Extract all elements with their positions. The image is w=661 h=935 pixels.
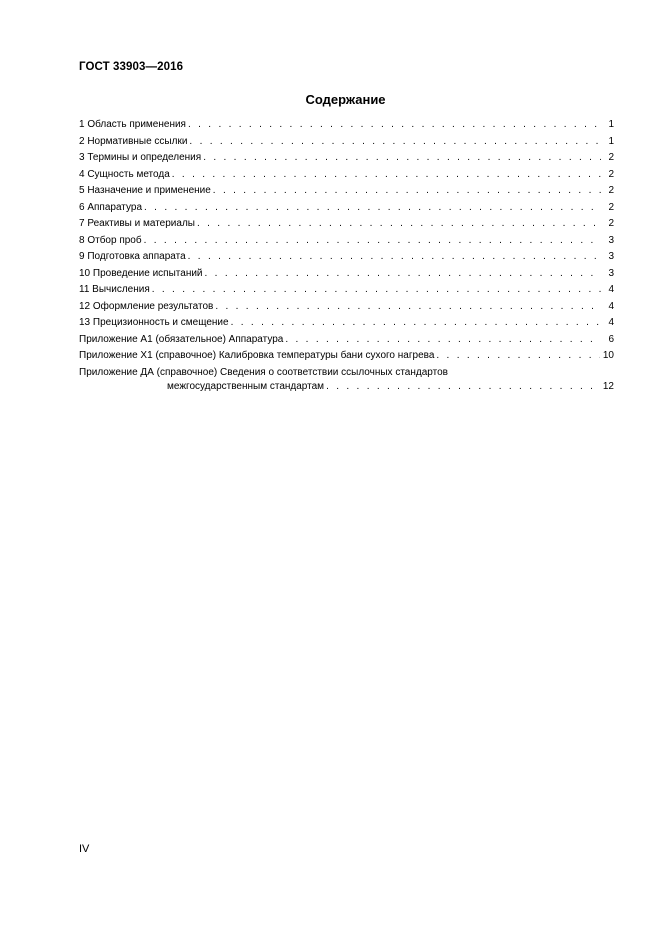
toc-entry[interactable] [79, 348, 614, 365]
toc-entry-multiline[interactable] [79, 365, 614, 379]
toc-leader-dots [172, 167, 601, 184]
toc-leader-dots [205, 266, 601, 283]
toc-entry-text: 6 Аппаратура [79, 201, 143, 213]
toc-entry[interactable] [79, 299, 614, 316]
toc-entry-text: 9 Подготовка аппарата [79, 251, 186, 262]
toc-entry-page: 2 [608, 201, 614, 213]
toc-entry-text: 7 Реактивы и материалы [79, 218, 195, 229]
toc-entry[interactable] [79, 282, 614, 299]
toc-title: Содержание [305, 92, 386, 107]
toc-entry-text: 2 Нормативные ссылки [79, 135, 188, 147]
toc-leader-dots [215, 299, 601, 316]
toc-entry-text-line1: Приложение ДА (справочное) Сведения о соответствии ссылочных стандартов [79, 366, 448, 378]
page-number: IV [79, 843, 90, 855]
toc-entry-page: 2 [608, 168, 614, 180]
document-header: ГОСТ 33903—2016 [79, 61, 184, 73]
toc-entry[interactable] [79, 266, 614, 283]
toc-entry-page: 2 [608, 152, 614, 163]
toc-entry-text: Приложение Х1 (справочное) Калибровка температуры бани сухого нагрева [79, 350, 435, 361]
toc-entry[interactable] [79, 315, 614, 332]
toc-entry-page: 1 [608, 135, 614, 147]
toc-leader-dots [285, 332, 601, 349]
toc-entry-page: 3 [608, 267, 614, 279]
toc-leader-dots [436, 348, 599, 365]
toc-entry-page: 4 [608, 284, 614, 295]
toc-entry-page: 3 [608, 251, 614, 262]
toc-leader-dots [189, 134, 601, 151]
toc-leader-dots [197, 216, 601, 233]
toc-leader-dots [203, 150, 601, 167]
toc-entry-text: 8 Отбор проб [79, 234, 142, 246]
toc-leader-dots [213, 183, 601, 200]
toc-entry-text: 13 Прецизионность и смещение [79, 317, 229, 328]
toc-entry-page: 1 [608, 119, 614, 130]
toc-leader-dots [144, 233, 601, 250]
toc-entry-multiline-cont[interactable] [79, 379, 614, 396]
toc-entry[interactable] [79, 200, 614, 217]
toc-entry-text-line2: межгосударственным стандартам [167, 380, 325, 392]
toc-entry-page: 12 [602, 380, 614, 392]
toc-entry-page: 3 [608, 234, 614, 246]
toc-entry-page: 2 [608, 185, 614, 196]
toc-entry[interactable] [79, 134, 614, 151]
toc-entry[interactable] [79, 167, 614, 184]
table-of-contents [79, 117, 614, 395]
toc-entry-text: 12 Оформление результатов [79, 300, 214, 312]
toc-leader-dots [188, 249, 601, 266]
toc-entry-text: 10 Проведение испытаний [79, 267, 203, 279]
toc-entry-text: 5 Назначение и применение [79, 185, 211, 196]
toc-entry-text: 11 Вычисления [79, 284, 150, 295]
toc-leader-dots [231, 315, 601, 332]
toc-entry-text: Приложение А1 (обязательное) Аппаратура [79, 333, 284, 345]
toc-entry[interactable] [79, 332, 614, 349]
toc-leader-dots [326, 379, 600, 396]
toc-entry-page: 4 [608, 300, 614, 312]
toc-entry[interactable] [79, 117, 614, 134]
toc-entry-page: 6 [608, 333, 614, 345]
toc-entry[interactable] [79, 150, 614, 167]
toc-entry[interactable] [79, 183, 614, 200]
toc-leader-dots [188, 117, 601, 134]
toc-entry-page: 4 [608, 317, 614, 328]
toc-leader-dots [144, 200, 601, 217]
toc-entry[interactable] [79, 249, 614, 266]
toc-entry-page: 2 [608, 218, 614, 229]
toc-entry[interactable] [79, 216, 614, 233]
toc-entry[interactable] [79, 233, 614, 250]
toc-leader-dots [152, 282, 601, 299]
toc-entry-text: 3 Термины и определения [79, 152, 202, 163]
toc-entry-page: 10 [602, 350, 614, 361]
toc-entry-text: 4 Сущность метода [79, 168, 170, 180]
toc-entry-text: 1 Область применения [79, 119, 186, 130]
